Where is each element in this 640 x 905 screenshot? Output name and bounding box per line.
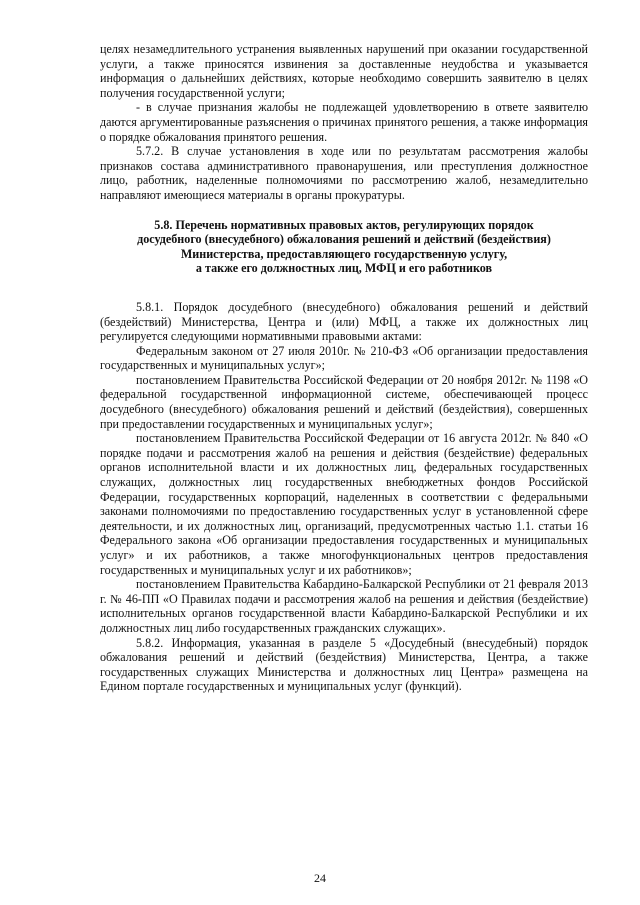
- section-heading: [100, 218, 588, 276]
- page-number: 24: [314, 871, 326, 885]
- paragraph: постановлением Правительства Российской Федерации от 20 ноября 2012г. № 1198 «О федеральной государственной информационной системе, обеспечивающей процесс досудебного (внесудебного) обжалования решений и действий (бездействия), совершенных при предоставлении государственных и муниципальных услуг»;: [100, 372, 588, 431]
- paragraph: 5.8.2. Информация, указанная в разделе 5 «Досудебный (внесудебный) порядок обжалования решений и действий (бездействия) Министерства, Центра, а также государственных служащих Министерства и должностных лиц Центра» размещена на Едином портале государственных и муниципальных услуг (функций).: [100, 635, 588, 694]
- paragraph: Федеральным законом от 27 июля 2010г. № 210-ФЗ «Об организации предоставления государственных и муниципальных услуг»;: [100, 343, 588, 373]
- heading-line: а также его должностных лиц, МФЦ и его работников: [195, 261, 493, 276]
- heading-line: Министерства, предоставляющего государственную услугу,: [180, 246, 508, 261]
- paragraph: постановлением Правительства Кабардино-Балкарской Республики от 21 февраля 2013 г. № 46-ПП «О Правилах подачи и рассмотрения жалоб на решения и действия (бездействие) исполнительных органов государственной власти Кабардино-Балкарской Республики и их должностных лиц либо государственных гражданских служащих».: [100, 577, 588, 635]
- heading-line: 5.8. Перечень нормативных правовых актов, регулирующих порядок: [154, 217, 534, 232]
- paragraph: постановлением Правительства Российской Федерации от 16 августа 2012г. № 840 «О порядке подачи и рассмотрения жалоб на решения и действия (бездействие) федеральных органов исполнительной власти и их должностных лиц, федеральных государственных служащих, должностных лиц государственных внебюджетных фондов Российской Федерации, государственных корпораций, наделенных в соответствии с федеральными законами полномочиями по предоставлению государственных услуг в установленной сфере деятельности, и их должностных лиц, организаций, предусмотренных частью 1.1. статьи 16 Федерального закона «Об организации предоставления государственных и муниципальных услуг» и их работников, а также многофункциональных центров предоставления государственных и муниципальных услуг и их работников»;: [100, 431, 588, 577]
- paragraph: - в случае признания жалобы не подлежащей удовлетворению в ответе заявителю даются аргументированные разъяснения о причинах принятого решения, а также информация о порядке обжалования принятого решения.: [100, 100, 588, 144]
- paragraph: целях незамедлительного устранения выявленных нарушений при оказании государственной услуги, а также приносятся извинения за доставленные неудобства и указывается информация о дальнейших действиях, которые необходимо совершить заявителю в целях получения государственной услуги;: [100, 42, 588, 100]
- heading-line: досудебного (внесудебного) обжалования решений и действий (бездействия): [137, 232, 551, 247]
- document-body: [100, 42, 588, 694]
- paragraph: 5.8.1. Порядок досудебного (внесудебного) обжалования решений и действий (бездействий) Министерства, Центра и (или) МФЦ, а также их должностных лиц регулируется следующими нормативными правовыми актами:: [100, 299, 588, 344]
- paragraph: 5.7.2. В случае установления в ходе или по результатам рассмотрения жалобы признаков состава административного правонарушения, или преступления должностное лицо, работник, наделенные полномочиями по рассмотрению жалоб, незамедлительно направляют имеющиеся материалы в органы прокуратуры.: [100, 144, 588, 202]
